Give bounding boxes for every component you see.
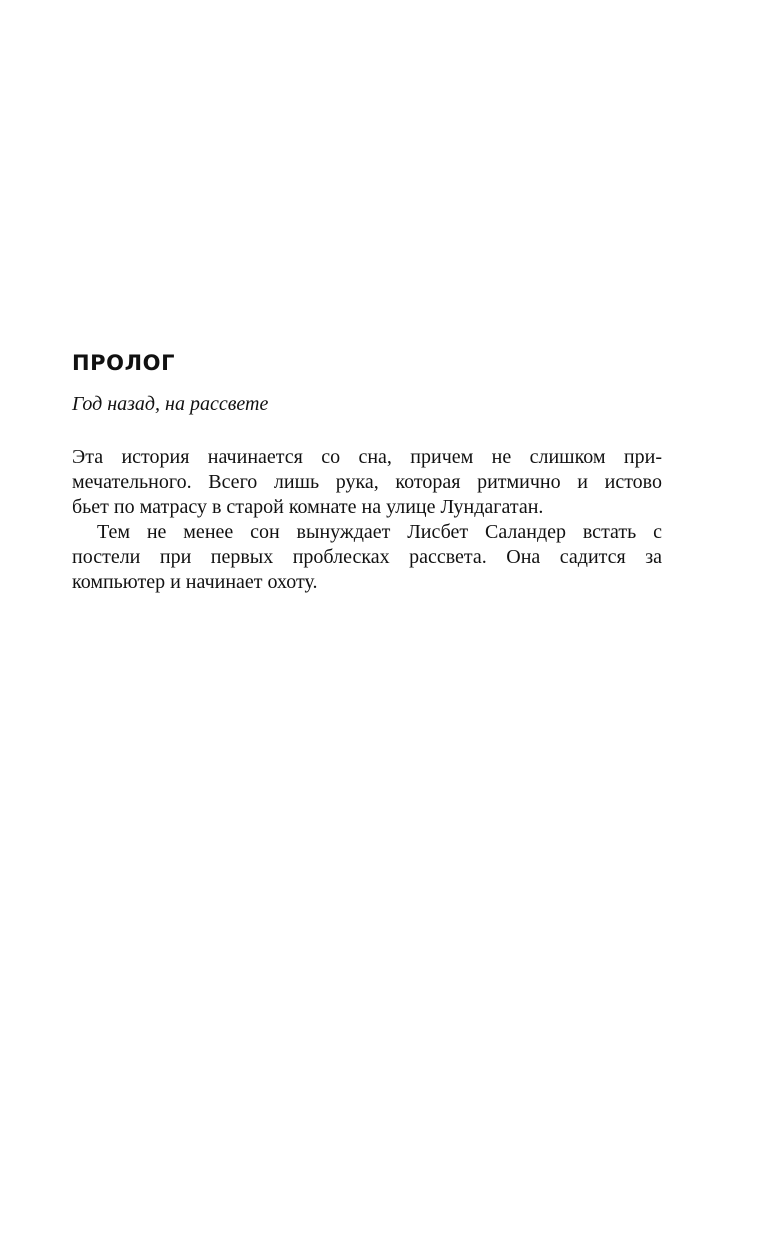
text-line: бьет по матрасу в старой комнате на улице Лундагатан.	[72, 496, 544, 518]
text-line: мечательного. Всего лишь рука, которая ритмично и истово	[72, 471, 662, 493]
text-line: Эта история начинается со сна, причем не слишком при-	[72, 446, 662, 468]
text-line: компьютер и начинает охоту.	[72, 571, 318, 593]
body-text	[72, 445, 662, 595]
text-line: постели при первых проблесках рассвета. Она садится за	[72, 546, 662, 568]
paragraph-1	[72, 445, 662, 520]
chapter-title: ПРОЛОГ	[72, 351, 176, 375]
text-line: Тем не менее сон вынуждает Лисбет Саландер встать с	[97, 521, 662, 543]
paragraph-2	[72, 520, 662, 595]
chapter-subtitle: Год назад, на рассвете	[72, 393, 269, 415]
book-page	[72, 346, 662, 595]
